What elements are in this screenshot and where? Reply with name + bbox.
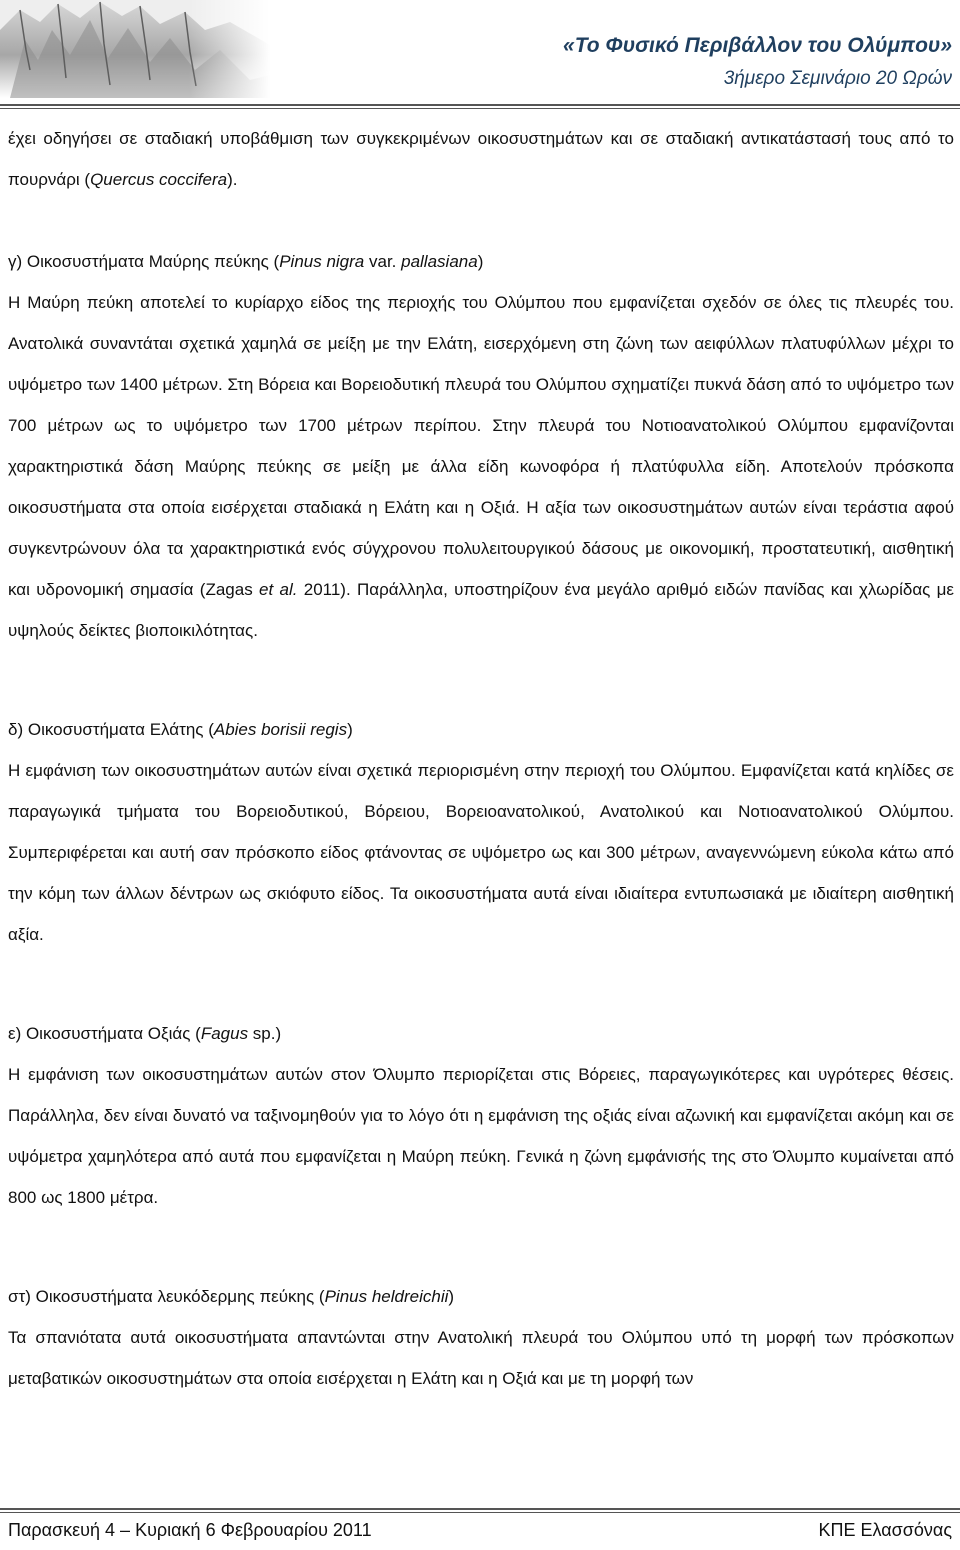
- footer-divider: [0, 1508, 960, 1513]
- paragraph-epsilon: Η εμφάνιση των οικοσυστημάτων αυτών στον Όλυμπο περιορίζεται στις Βόρειες, παραγωγικότερες και υγρότερες θέσεις. Παράλληλα, δεν είναι δυνατό να ταξινομηθούν για το λόγο ότι η εμφάνιση της οξιάς είναι αζωνική και εμφανίζεται ακόμη και σε υψόμετρα χαμηλότερα από αυτά που εμφανίζεται η Μαύρη πεύκη. Γενικά η ζώνη εμφάνισής της στο Όλυμπο κυμαίνεται από 800 ως 1800 μέτρα.: [8, 1065, 954, 1207]
- header-subtitle: 3ήμερο Σεμινάριο 20 Ωρών: [723, 68, 952, 89]
- footer-date: Παρασκευή 4 – Κυριακή 6 Φεβρουαρίου 2011: [8, 1520, 372, 1540]
- header-divider: [0, 104, 960, 109]
- paragraph-delta: Η εμφάνιση των οικοσυστημάτων αυτών είναι σχετικά περιορισμένη στην περιοχή του Ολύμπου. Εμφανίζεται κατά κηλίδες σε παραγωγικά τμήματα του Βορειοδυτικού, Βόρειου, Βορειοανατολικού, Ανατολικού και Νοτιοανατολικού Ολύμπου. Συμπεριφέρεται και αυτή σαν πρόσκοπο είδος φτάνοντας σε υψόμετρο ως και 300 μέτρων, αναγεννώμενη εύκολα κάτω από την κόμη των άλλων δέντρων ως σκιόφυτο είδος. Τα οικοσυστήματα αυτά είναι ιδιαίτερα εντυπωσιακά με ιδιαίτερη αισθητική αξία.: [8, 761, 954, 944]
- section-heading-gamma: γ) Οικοσυστήματα Μαύρης πεύκης (Pinus nigra var. pallasiana): [8, 252, 484, 271]
- section-heading-epsilon: ε) Οικοσυστήματα Οξιάς (Fagus sp.): [8, 1024, 282, 1043]
- paragraph-st: Τα σπανιότατα αυτά οικοσυστήματα απαντώνται στην Ανατολική πλευρά του Ολύμπου υπό τη μορφή των πρόσκοπων μεταβατικών οικοσυστημάτων στα οποία εισέρχεται η Ελάτη και η Οξιά και με τη μορφή των: [8, 1328, 954, 1388]
- section-heading-st: στ) Οικοσυστήματα λευκόδερμης πεύκης (Pinus heldreichii): [8, 1287, 455, 1306]
- mountain-header-image: [0, 0, 270, 98]
- paragraph-intro: έχει οδηγήσει σε σταδιακή υποβάθμιση των συγκεκριμένων οικοσυστημάτων και σε σταδιακή αντικατάστασή τους από το πουρνάρι (Quercus coccifera).: [8, 129, 954, 189]
- paragraph-gamma: Η Μαύρη πεύκη αποτελεί το κυρίαρχο είδος της περιοχής του Ολύμπου που εμφανίζεται σχεδόν σε όλες τις πλευρές του. Ανατολικά συναντάται σχετικά χαμηλά σε μείξη με την Ελάτη, εισερχόμενη στη ζώνη των αειφύλλων πλατυφύλλων μέχρι το υψόμετρο των 1400 μέτρων. Στη Βόρεια και Βορειοδυτική πλευρά του Ολύμπου σχηματίζει πυκνά δάση από το υψόμετρο των 700 μέτρων ως το υψόμετρο των 1700 μέτρων περίπου. Στην πλευρά του Νοτιοανατολικού Ολύμπου εμφανίζονται χαρακτηριστικά δάση Μαύρης πεύκης σε μείξη με άλλα είδη κωνοφόρα ή πλατύφυλλα είδη. Αποτελούν πρόσκοπα οικοσυστήματα στα οποία εισέρχεται σταδιακά η Ελάτη και η Οξιά. Η αξία των οικοσυστημάτων αυτών είναι τεράστια αφού συγκεντρώνουν όλα τα χαρακτηριστικά ενός σύγχρονου πολυλειτουργικού δάσους με οικονομική, προστατευτική, αισθητική και υδρονομική σημασία (Zagas et al. 2011). Παράλληλα, υποστηρίζουν ένα μεγάλο αριθμό ειδών πανίδας και χλωρίδας με υψηλούς δείκτες βιοποικιλότητας.: [8, 293, 955, 640]
- header-title: «Το Φυσικό Περιβάλλον του Ολύμπου»: [563, 34, 952, 57]
- footer-organization: ΚΠΕ Ελασσόνας: [818, 1520, 952, 1540]
- document-body: [8, 118, 954, 1399]
- section-heading-delta: δ) Οικοσυστήματα Ελάτης (Abies borisii regis): [8, 720, 353, 739]
